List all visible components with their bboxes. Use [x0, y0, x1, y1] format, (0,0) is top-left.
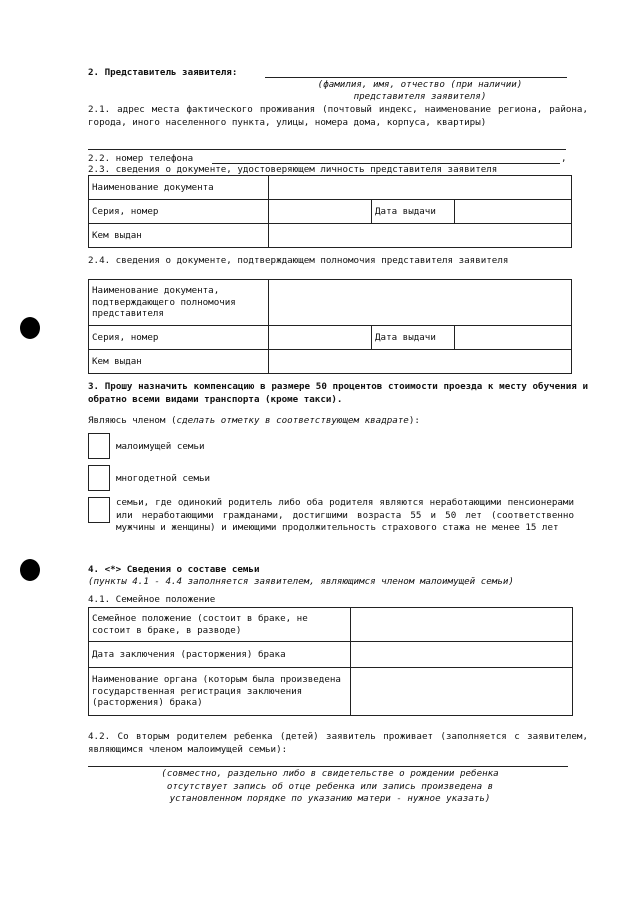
registration-organ-field[interactable]: [351, 668, 573, 716]
option-large-family: многодетной семьи: [116, 473, 211, 484]
member-italic: сделать отметку в соответствующем квадрате: [176, 415, 409, 426]
section-3-heading: 3. Прошу назначить компенсацию в размере 50 процентов стоимости проезда к месту обучения и обратно всеми видами транспорта (кроме такси).: [88, 381, 588, 405]
authority-document-table: [88, 279, 572, 374]
id-doc-name-label: Наименование документа: [89, 176, 269, 200]
punch-hole-bottom: [20, 559, 40, 581]
marital-status-field[interactable]: [351, 608, 573, 642]
auth-doc-date-field[interactable]: [455, 326, 572, 350]
member-suffix: ):: [408, 415, 420, 426]
auth-doc-name-label: Наименование документа, подтверждающего полномочия представителя: [89, 280, 269, 326]
p42-hint: (совместно, раздельно либо в свидетельстве о рождении ребенка отсутствует запись об отце ребенка или запись произведена в установленном порядке по указанию матери - нужное указать): [161, 768, 499, 804]
marital-table: [88, 607, 573, 716]
id-document-table: [88, 175, 572, 248]
marriage-date-field[interactable]: [351, 642, 573, 668]
p21-address-label: 2.1. адрес места фактического проживания (почтовый индекс, наименование региона, района, города, иного населенного пункта, улицы, номера дома, корпуса, квартиры): [88, 104, 588, 128]
id-doc-series-field[interactable]: [269, 200, 372, 224]
id-doc-date-label: Дата выдачи: [372, 200, 455, 224]
checkbox-single-parent-family[interactable]: [88, 497, 110, 523]
p22-comma: ,: [561, 153, 567, 164]
id-doc-issued-by-field[interactable]: [269, 224, 572, 248]
member-prefix: Являюсь членом (: [88, 415, 177, 426]
option-low-income: малоимущей семьи: [116, 441, 205, 452]
auth-doc-series-field[interactable]: [269, 326, 372, 350]
section-4-heading: 4. <*> Сведения о составе семьи: [88, 564, 260, 575]
section-4-note: (пункты 4.1 - 4.4 заполняется заявителем, являющимся членом малоимущей семьи): [88, 576, 514, 587]
section-2-heading: 2. Представитель заявителя:: [88, 67, 238, 78]
option-single-parent-family: семьи, где одинокий родитель либо оба родителя являются неработающими пенсионерами или неработающими гражданами, достигшими возраста 55 и 50 лет (соответственно мужчины и женщины) и имеющими продолжительность страхового стажа не менее 15 лет: [116, 497, 574, 533]
punch-hole-top: [20, 317, 40, 339]
p23-id-doc-label: 2.3. сведения о документе, удостоверяющем личность представителя заявителя: [88, 164, 498, 175]
member-instruction: [88, 415, 420, 428]
auth-doc-series-label: Серия, номер: [89, 326, 269, 350]
id-doc-date-field[interactable]: [455, 200, 572, 224]
checkbox-low-income[interactable]: [88, 433, 110, 459]
auth-doc-issued-by-field[interactable]: [269, 350, 572, 374]
auth-doc-date-label: Дата выдачи: [372, 326, 455, 350]
address-line: [88, 149, 566, 150]
second-parent-line: [88, 766, 568, 767]
id-doc-name-field[interactable]: [269, 176, 572, 200]
checkbox-large-family[interactable]: [88, 465, 110, 491]
name-hint-2: представителя заявителя): [353, 91, 487, 102]
auth-doc-issued-by-label: Кем выдан: [89, 350, 269, 374]
registration-organ-label: Наименование органа (которым была произведена государственная регистрация заключения (расторжения) брака): [89, 668, 351, 716]
name-line: [265, 77, 567, 78]
id-doc-series-label: Серия, номер: [89, 200, 269, 224]
p24-authority-doc-label: 2.4. сведения о документе, подтверждающем полномочия представителя заявителя: [88, 255, 509, 266]
marital-status-label: Семейное положение (состоит в браке, не состоит в браке, в разводе): [89, 608, 351, 642]
marriage-date-label: Дата заключения (расторжения) брака: [89, 642, 351, 668]
name-hint-1: (фамилия, имя, отчество (при наличии): [317, 79, 523, 90]
p22-phone-label: 2.2. номер телефона: [88, 153, 194, 164]
p42-second-parent-label: 4.2. Со вторым родителем ребенка (детей) заявитель проживает (заполняется с заявителем, являющимся членом малоимущей семьи):: [88, 731, 588, 755]
p41-marital-label: 4.1. Семейное положение: [88, 594, 216, 605]
auth-doc-name-field[interactable]: [269, 280, 572, 326]
id-doc-issued-by-label: Кем выдан: [89, 224, 269, 248]
